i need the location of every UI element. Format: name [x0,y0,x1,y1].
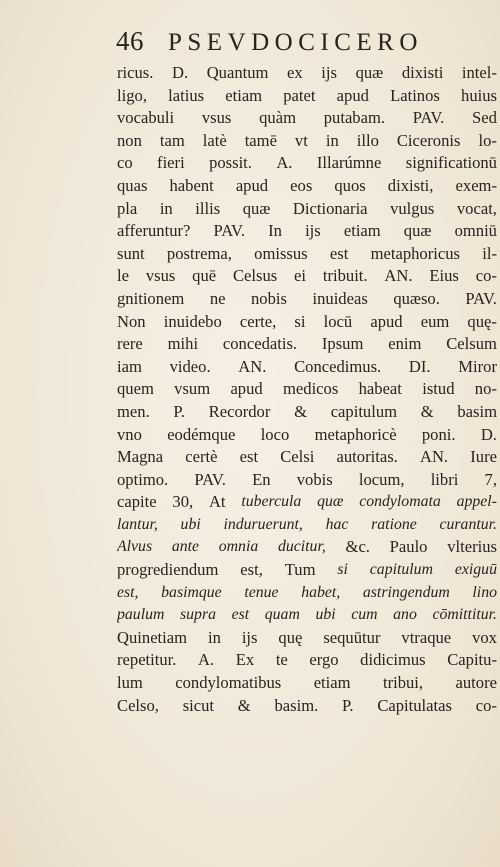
word: quæ [317,493,344,511]
word: eodémque [167,424,236,444]
word: capite [117,492,157,512]
word: quam [264,606,300,624]
word: vtraque [401,627,452,647]
word: sunt [117,243,145,263]
word: lum [117,673,143,693]
word: AN. [238,356,267,376]
text-line [117,333,497,356]
word: DI. [408,356,431,376]
text-line [117,401,497,424]
word: ijs [321,63,337,82]
text-line [117,604,497,627]
word: vsum [174,379,211,399]
text-line [117,356,497,379]
word: ubi [180,515,201,533]
word: est [231,606,250,624]
text-line [117,446,497,469]
word: condylomatibus [175,673,282,693]
word: tribuit. [322,266,368,286]
word: le [117,266,129,286]
word: quos [334,175,366,195]
word: D. [171,63,189,82]
word: vsus [145,266,176,286]
word: quē [192,266,217,286]
text-line [117,424,497,447]
word: AN. [384,266,413,286]
word: quę [278,627,303,647]
text-line [117,627,497,650]
word: tenue [244,583,279,601]
text-line [117,62,497,85]
word: vobis [296,469,333,489]
word: Ipsum [321,334,364,354]
text-line [117,198,497,221]
word: libri [430,469,459,489]
word: co- [475,266,497,286]
word: ijs [305,221,321,241]
word: ligo, [117,85,147,105]
word: Sed [472,108,497,128]
word: vocat, [456,198,497,218]
word: P. [173,401,185,421]
word: vlterius [447,537,497,557]
word: Paulo [389,537,428,557]
word: vulgus [390,198,435,218]
word: apud [235,175,269,195]
word: autore [455,673,497,693]
text-line [117,243,497,266]
word: Celsum [446,334,497,354]
word: omnia [218,538,259,556]
word: 30, [172,492,194,512]
text-line [117,130,497,153]
word: ei [294,266,307,286]
word: est [239,447,259,467]
word: habet, [301,583,341,601]
word: Ciceronis [396,130,461,150]
word: ijs [241,627,258,647]
word: vsus [201,108,232,128]
word: PAV. [465,288,497,308]
text-line [117,220,497,243]
text-line [117,152,497,175]
word: afferuntur? [117,221,191,241]
word: basimque [161,583,222,601]
word: capitulum [369,561,433,579]
word: Alvus [117,538,153,556]
word: didicimus [360,650,426,670]
word: progrediendum [117,560,219,580]
word: putabam. [323,108,386,128]
word: in [325,130,339,150]
word: eum [420,311,450,331]
word: capitulum [330,401,398,421]
word: PAV. [213,221,246,241]
word: Dictionaria [292,198,368,218]
word: lino [472,583,497,601]
page-header [116,26,470,57]
word: vox [472,627,497,647]
word: video. [169,356,211,376]
word: Celso, [117,695,159,715]
word: tubercula [241,493,302,511]
word: rere [117,334,143,354]
word: Celsi [280,447,315,467]
text-line [117,536,497,559]
word: exiguū [454,561,497,579]
word: omissus [254,243,308,263]
word: ante [171,538,200,556]
word: basim. [274,695,319,715]
word: Tum [284,560,316,580]
text-line [117,695,497,718]
word: illo [356,130,379,150]
word: certe, [239,311,277,331]
word: pla [117,198,138,218]
word: & [420,401,434,421]
word: condylomata [359,493,441,511]
word: curantur. [439,515,497,533]
word: Miror [458,356,497,376]
word: poni. [421,424,456,444]
word: inuidebo [163,311,222,331]
word: quæ [403,221,432,241]
word: quas [117,175,148,195]
word: ex [287,63,303,82]
text-line [117,288,497,311]
word: lantur, [117,515,158,533]
text-line [117,107,497,130]
text-line [117,175,497,198]
word: etiam [225,85,263,105]
word: Non [117,311,146,331]
text-line [117,311,497,334]
word: co- [475,695,497,715]
text-line [117,491,497,514]
word: apud [230,379,263,399]
body-text [117,62,497,717]
word: non [117,130,142,150]
word: quæ [355,63,384,82]
running-head: PSEVDOCICERO [168,29,423,56]
word: medicos [283,379,339,399]
word: Quinetiam [117,627,188,647]
word: habent [169,175,214,195]
text-line [117,559,497,582]
word: cōmittitur. [432,606,497,624]
word: basim [457,401,497,421]
word: te [275,650,288,670]
word: certè [185,447,218,467]
word: P. [342,695,354,715]
word: In [268,221,282,241]
word: si [337,561,348,579]
word: Recordor [208,401,271,421]
word: lo- [478,130,497,150]
word: tam [159,130,185,150]
word: quàm [259,108,296,128]
word: Iure [470,447,497,467]
word: locū [323,311,353,331]
word: hac [325,515,349,533]
word: quæ [242,198,271,218]
word: metaphoricè [314,424,397,444]
word: quę- [467,311,497,331]
word: nobis [251,288,287,308]
word: & [294,401,307,421]
word: vt [294,130,308,150]
word: intel- [461,63,497,82]
word: istud [422,379,455,399]
word: Latinos [390,85,440,105]
word: tribui, [382,673,424,693]
word: 7, [484,469,497,489]
text-line [117,582,497,605]
word: co [117,153,133,173]
text-line [117,649,497,672]
word: PAV. [194,469,226,489]
word: autoritas. [336,447,398,467]
word: latè [202,130,227,150]
word: postrema, [166,243,232,263]
word: astringendum [362,583,450,601]
word: Concedimus. [294,356,382,376]
word: latius [168,85,205,105]
word: locum, [358,469,405,489]
word: &c. [345,537,370,557]
text-line [117,672,497,695]
word: enim [388,334,422,354]
word: possit. [209,153,252,173]
word: in [159,198,173,218]
word: supra [180,606,216,624]
word: vocabuli [117,108,175,128]
word: loco [260,424,290,444]
word: quem [117,379,154,399]
word: cum [351,606,378,624]
word: illis [195,198,221,218]
text-line [117,514,497,537]
word: concedatis. [222,334,298,354]
word: huius [461,85,497,105]
word: sequūtur [323,627,381,647]
word: sicut [182,695,215,715]
word: optimo. [117,469,169,489]
word: ergo [309,650,339,670]
word: iam [117,356,142,376]
word: ubi [315,606,336,624]
word: etiam [313,673,351,693]
word: ne [209,288,226,308]
word: ricus. [117,63,154,82]
word: PAV. [412,108,445,128]
page-number: 46 [116,26,144,56]
word: ratione [371,515,417,533]
word: En [252,469,271,489]
word: D. [480,424,497,444]
word: est, [240,560,263,580]
word: patet [283,85,316,105]
word: habeat [358,379,402,399]
word: fieri [157,153,185,173]
word: exem- [455,175,497,195]
word: & [237,695,251,715]
word: vno [117,424,142,444]
word: A. [198,650,215,670]
word: tamē [244,130,277,150]
word: paulum [117,606,165,624]
word: Quantum [206,63,269,82]
text-line [117,265,497,288]
word: At [208,492,226,512]
word: ano [393,606,417,624]
word: Ex [235,650,255,670]
word: A. [276,153,293,173]
word: men. [117,401,150,421]
word: AN. [419,447,449,467]
word: repetitur. [117,650,177,670]
word: ducitur, [277,538,326,556]
word: in [207,627,221,647]
word: dixisti [401,63,444,82]
word: significationū [405,153,497,173]
word: Capitulatas [377,695,452,715]
word: etiam [343,221,381,241]
word: apud [370,311,403,331]
text-line [117,378,497,401]
text-line [117,85,497,108]
word: Eius [429,266,459,286]
word: apud [336,85,369,105]
word: Capitu- [447,650,497,670]
word: il- [482,243,497,263]
word: appel- [456,493,497,511]
word: Illarúmne [316,153,382,173]
word: est, [117,583,139,601]
word: induruerunt, [223,515,303,533]
word: inuideas [312,288,368,308]
word: est [329,243,349,263]
word: mihi [167,334,199,354]
word: Magna [117,447,164,467]
word: si [294,311,306,331]
word: eos [290,175,313,195]
word: no- [474,379,497,399]
word: gnitionem [117,288,185,308]
word: Celsus [232,266,278,286]
word: omniū [454,221,497,241]
word: metaphoricus [370,243,460,263]
word: quæso. [393,288,440,308]
word: dixisti, [387,175,434,195]
text-line [117,469,497,492]
